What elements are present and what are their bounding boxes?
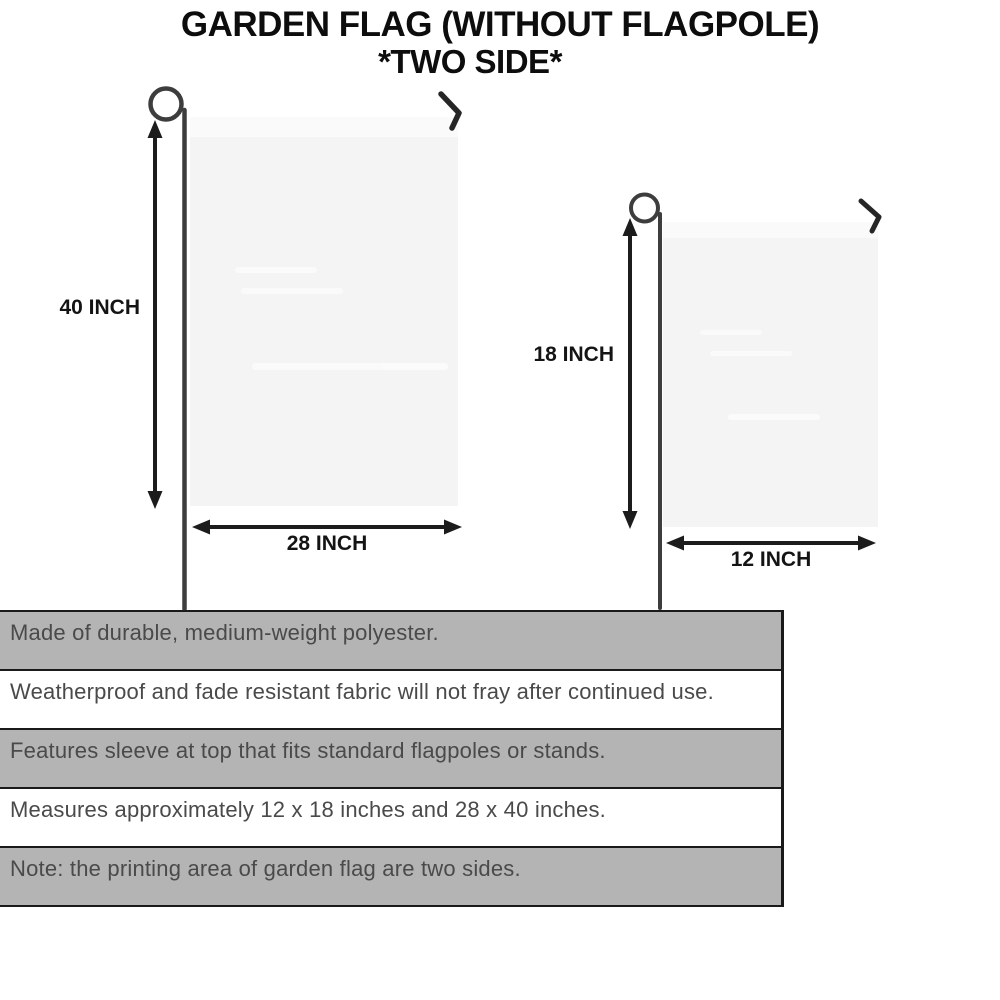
small-flag-width-label: 12 INCH bbox=[730, 548, 812, 571]
features-table bbox=[0, 610, 784, 907]
small-flag-pole bbox=[631, 195, 660, 609]
feature-row-note: Note: the printing area of garden flag are two sides. bbox=[0, 848, 781, 907]
large-flag-height-label: 40 INCH bbox=[59, 296, 140, 319]
feature-row-material: Made of durable, medium-weight polyester. bbox=[0, 612, 781, 671]
small-flag-canvas bbox=[663, 222, 878, 527]
page-title-line2: *TWO SIDE* bbox=[378, 43, 562, 80]
large-flag-pole-loop-icon bbox=[151, 89, 182, 120]
large-flag-canvas bbox=[190, 117, 458, 506]
large-flag-width-label: 28 INCH bbox=[286, 532, 368, 555]
feature-row-weatherproof: Weatherproof and fade resistant fabric will not fray after continued use. bbox=[0, 671, 781, 730]
small-flag-pole-loop-icon bbox=[631, 195, 658, 222]
small-flag-diagram bbox=[623, 195, 880, 609]
feature-row-measures: Measures approximately 12 x 18 inches and 28 x 40 inches. bbox=[0, 789, 781, 848]
large-flag-sleeve bbox=[190, 117, 458, 137]
page-title-line1: GARDEN FLAG (WITHOUT FLAGPOLE) bbox=[180, 5, 820, 44]
small-flag-height-arrow bbox=[623, 218, 638, 529]
feature-row-sleeve: Features sleeve at top that fits standard flagpoles or stands. bbox=[0, 730, 781, 789]
small-flag-sleeve bbox=[663, 222, 878, 238]
large-flag-height-arrow bbox=[148, 120, 163, 509]
large-flag-diagram bbox=[148, 89, 463, 610]
small-flag-height-label: 18 INCH bbox=[533, 343, 614, 366]
